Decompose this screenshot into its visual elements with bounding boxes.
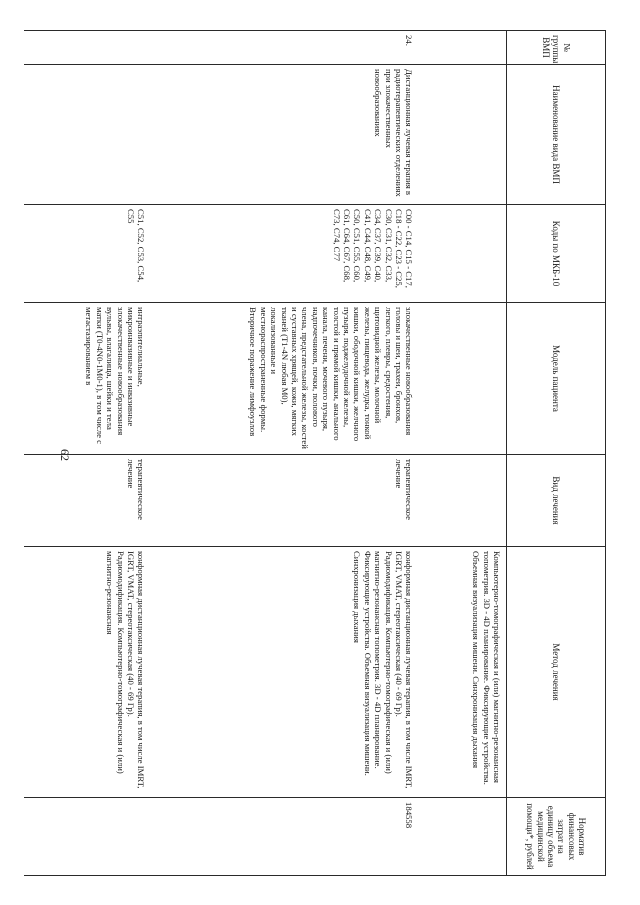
cell-cost [25,798,151,876]
cell-codes: C51, C52, C53, C54, C55 [25,205,151,303]
cell-name [419,65,507,205]
header-method: Метод лечения [507,547,606,798]
cell-type: терапевтическое лечение [25,455,151,547]
table-header-row [507,31,606,876]
cell-model: злокачественные новообразования головы и шеи, трахеи, бронхов, легкого, плевры, средостения, щитовидной железы, молочной железы, пищевода, желудка, тонкой кишки, ободочной кишки, желчного пузыря, поджелудочной железы, толстой и прямой кишки, анального канала, печени, мочевого пузыря, надпочечников, почки, полового члена, предстательной железы, костей и суставных хрящей, кожи, мягких тканей (T1-4N любая M0), локализованные и местнораспространенные формы. Вторичное поражение лимфоузлов [151,303,419,455]
cell-model [419,303,507,455]
header-name: Наименование вида ВМП [507,65,606,205]
rotated-table-frame [84,30,606,875]
header-codes: Коды по МКБ-10 [507,205,606,303]
table-row [25,31,151,876]
cell-name [25,65,151,205]
table-row [419,31,507,876]
cell-type [419,455,507,547]
cell-cost [419,798,507,876]
cell-method: конформная дистанционная лучевая терапия, в том числе IMRT, IGRT, VMAT, стереотаксическая (40 - 69 Гр). Радиомодификация. Компьютерно-томографическая и (или) магнитно-резонансная топометрия. 3D - 4D планирование. Фиксирующие устройства. Объемная визуализация мишени. Синхронизация дыхания [151,547,419,798]
header-model: Модель пациента [507,303,606,455]
vmp-table [25,30,607,876]
header-group: № группы ВМП [507,31,606,65]
rotated-table-container [84,30,606,875]
cell-codes [419,205,507,303]
cell-type: терапевтическое лечение [151,455,419,547]
table-row [151,31,419,876]
header-type: Вид лечения [507,455,606,547]
cell-method: Компьютерно-томографическая и (или) магнитно-резонансная топометрия. 3D - 4D планирование. Фиксирующие устройства. Объемная визуализация мишени. Синхронизация дыхания [419,547,507,798]
header-cost: Норматив финансовых затрат на единицу объема медицинской помощи*, рублей [507,798,606,876]
cell-codes: C00 - C14, C15 - C17, C18 - C22, C23 - C25, C30, C31, C32, C33, C34, C37, C39, C40, C41, C44, C48, C49, C50, C51, C55, C60, C61, C64, C67, C68, C73, C74, C77 [151,205,419,303]
cell-cost: 184558 [151,798,419,876]
page-number: 62 [58,449,72,461]
cell-model: интраэпителиальные, микроинвазивные и инвазивные злокачественные новообразования вульвы, влагалища, шейки и тела матки (T0-4N0-1M0-1), в том числе с метастазированием в [25,303,151,455]
cell-method: конформная дистанционная лучевая терапия, в том числе IMRT, IGRT, VMAT, стереотаксическая (40 - 69 Гр). Радиомодификация. Компьютерно-томографическая и (или) магнитно-резонансная [25,547,151,798]
cell-name: Дистанционная лучевая терапия в радиотерапевтических отделениях при злокачественных новообразованиях [151,65,419,205]
cell-group: 24. [151,31,419,65]
cell-group [25,31,151,65]
cell-group [419,31,507,65]
